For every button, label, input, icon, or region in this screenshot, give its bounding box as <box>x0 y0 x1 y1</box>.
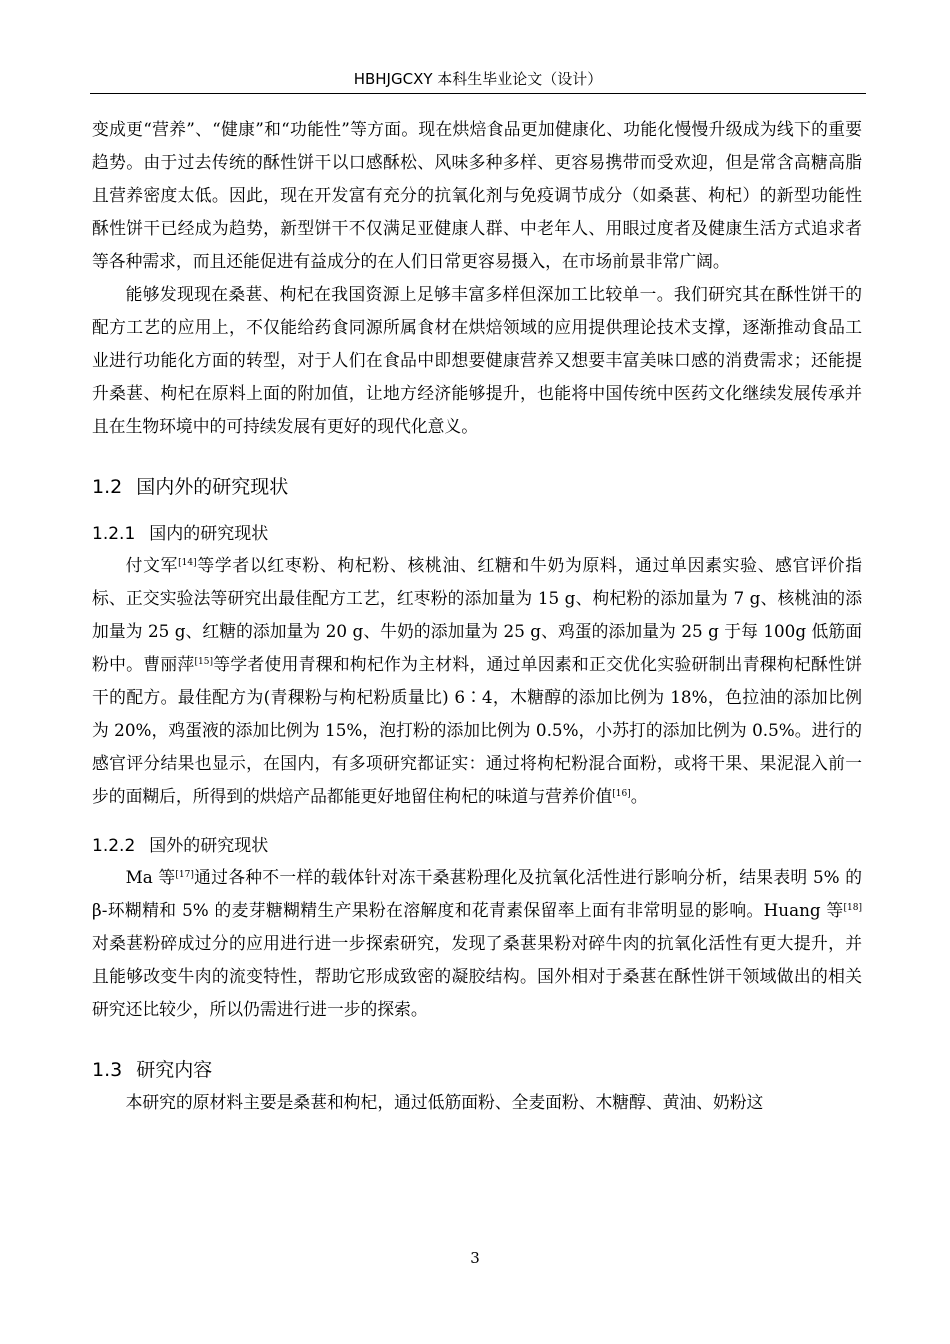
section-number: 1.2.2 <box>92 836 136 856</box>
text-run: Ma 等 <box>125 867 176 887</box>
section-title: 国内外的研究现状 <box>136 476 289 498</box>
section-title: 研究内容 <box>136 1059 213 1081</box>
text-run: 。 <box>630 786 648 806</box>
intro-paragraph-1: 变成更“营养”、“健康”和“功能性”等方面。现在烘焙食品更加健康化、功能化慢慢升级成为线下的重要趋势。由于过去传统的酥性饼干以口感酥松、风味多种多样、更容易携带而受欢迎，但是常含高糖高脂且营养密度太低。因此，现在开发富有充分的抗氧化剂与免疫调节成分（如桑葚、枸杞）的新型功能性酥性饼干已经成为趋势，新型饼干不仅满足亚健康人群、中老年人、用眼过度者及健康生活方式追求者等各种需求，而且还能促进有益成分的在人们日常更容易摄入，在市场前景非常广阔。 <box>92 119 862 271</box>
text-run: 对桑葚粉碎成过分的应用进行进一步探索研究，发现了桑葚果粉对碎牛肉的抗氧化活性有更大提升，并且能够改变牛肉的流变特性，帮助它形成致密的凝胶结构。国外相对于桑葚在酥性饼干领域做出的相关研究还比较少，所以仍需进行进一步的探索。 <box>92 933 862 1019</box>
research-content-paragraph: 本研究的原材料主要是桑葚和枸杞，通过低筋面粉、全麦面粉、木糖醇、黄油、奶粉这 <box>125 1092 764 1112</box>
section-title: 国外的研究现状 <box>149 836 269 856</box>
section-number: 1.2.1 <box>92 524 136 544</box>
page-number: 3 <box>470 1249 480 1267</box>
page-header: HBHJGCXY 本科生毕业论文（设计） <box>353 70 603 88</box>
intro-paragraph-2: 能够发现现在桑葚、枸杞在我国资源上足够丰富多样但深加工比较单一。我们研究其在酥性饼干的配方工艺的应用上，不仅能给药食同源所属食材在烘焙领域的应用提供理论技术支撑，逐渐推动食品工业进行功能化方面的转型，对于人们在食品中即想要健康营养又想要丰富美味口感的消费需求；还能提升桑葚、枸杞在原料上面的附加值，让地方经济能够提升，也能将中国传统中医药文化继续发展传承并且在生物环境中的可持续发展有更好的现代化意义。 <box>92 284 862 436</box>
section-heading-1-2-2 <box>92 833 862 859</box>
citation-15: [15] <box>194 657 213 667</box>
text-run: 等学者以红枣粉、枸杞粉、核桃油、红糖和牛奶为原料，通过单因素实验、感官评价指标、正交实验法等研究出最佳配方工艺，红枣粉的添加量为 15 g、枸杞粉的添加量为 7 g、核桃油的添加量为 25 g、红糖的添加量为 20 g、牛奶的添加量为 25 g、鸡蛋的添加量为 25 g 于每 100g 低筋面粉中。曹丽萍 <box>92 555 862 674</box>
text-run: 等学者使用青稞和枸杞作为主材料，通过单因素和正交优化实验研制出青稞枸杞酥性饼干的配方。最佳配方为(青稞粉与枸杞粉质量比) 6∶4，木糖醇的添加比例为 18%，色拉油的添加比例为 20%，鸡蛋液的添加比例为 15%，泡打粉的添加比例为 0.5%，小苏打的添加比例为 0.5%。进行的感官评分结果也显示，在国内，有多项研究都证实：通过将枸杞粉混合面粉，或将干果、果泥混入前一步的面糊后，所得到的烘焙产品都能更好地留住枸杞的味道与营养价值 <box>92 654 862 806</box>
section-heading-1-2 <box>92 473 862 501</box>
header-rule <box>90 93 866 94</box>
section-number: 1.2 <box>92 476 123 498</box>
text-run: 通过各种不一样的载体针对冻干桑葚粉理化及抗氧化活性进行影响分析，结果表明 5% 的 β-环糊精和 5% 的麦芽糖糊精生产果粉在溶解度和花青素保留率上面有非常明显的影响。Huang 等 <box>92 867 862 920</box>
section-heading-1-3 <box>92 1056 862 1084</box>
page-content <box>92 113 862 1119</box>
section-title: 国内的研究现状 <box>149 524 269 544</box>
citation-18: [18] <box>843 903 862 913</box>
text-run: 付文军 <box>125 555 179 575</box>
section-number: 1.3 <box>92 1059 123 1081</box>
section-heading-1-2-1 <box>92 521 862 547</box>
citation-17: [17] <box>175 870 194 880</box>
domestic-research-paragraph <box>92 549 862 813</box>
citation-16: [16] <box>612 789 631 799</box>
citation-14: [14] <box>178 558 197 568</box>
foreign-research-paragraph <box>92 861 862 1026</box>
